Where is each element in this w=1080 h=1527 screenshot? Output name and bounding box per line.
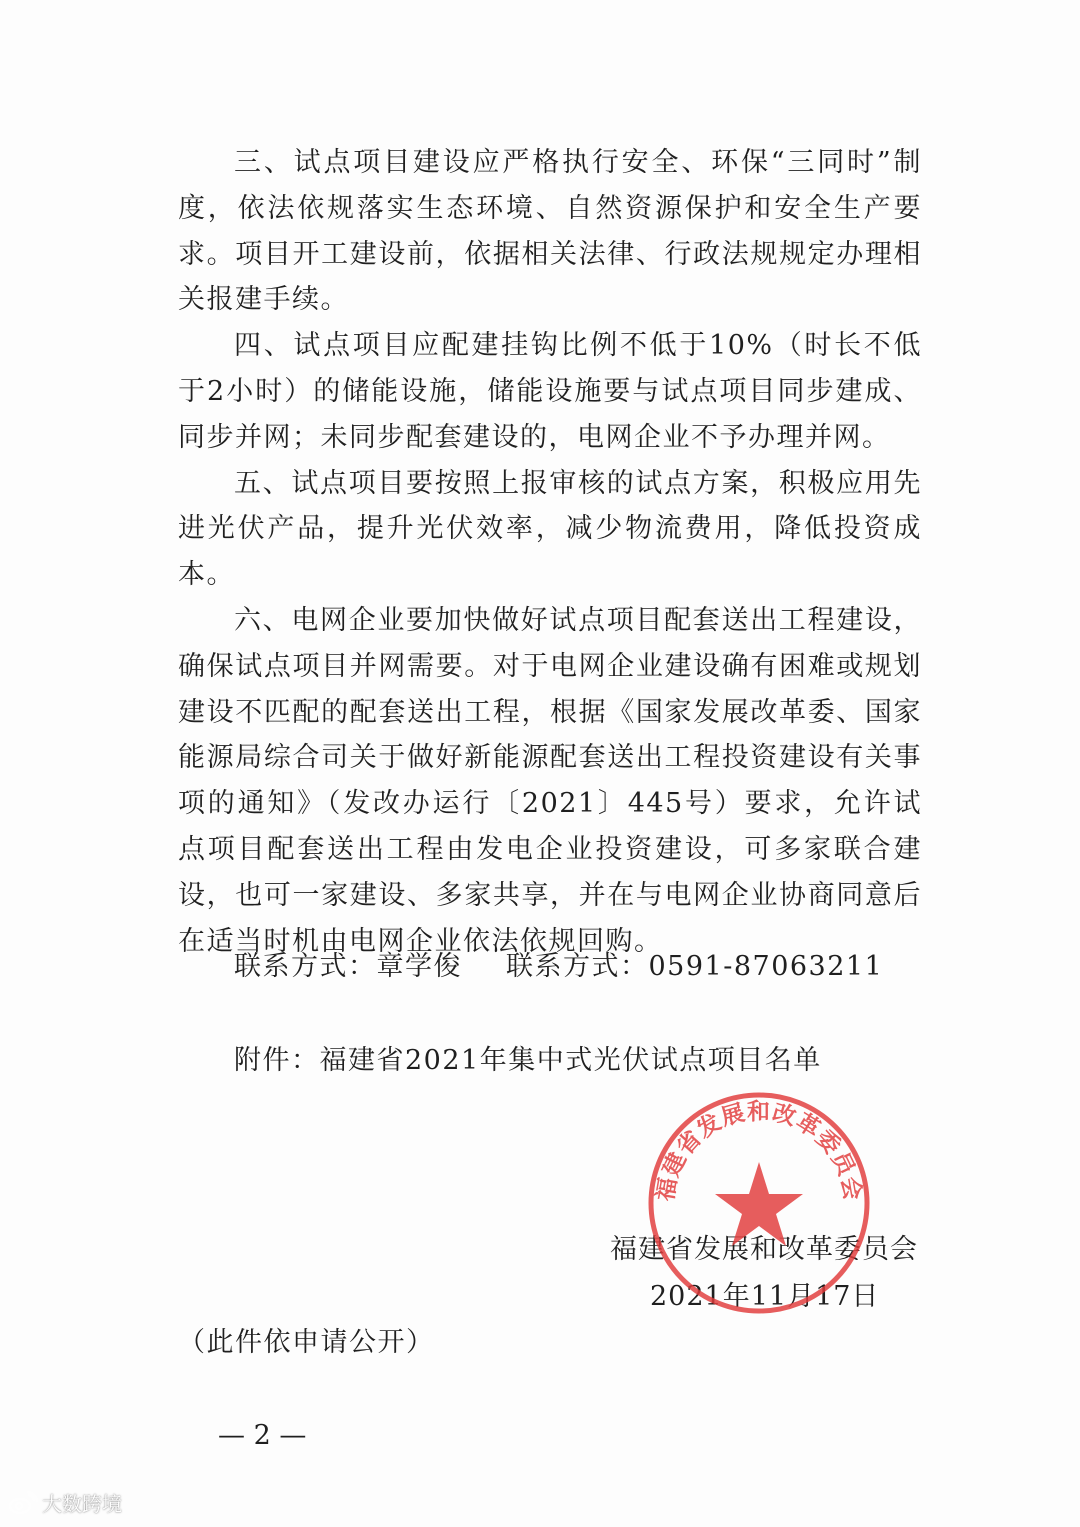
weibo-logo-icon: [8, 1491, 38, 1515]
paragraph-six: 六、电网企业要加快做好试点项目配套送出工程建设，确保试点项目并网需要。对于电网企业建设确有困难或规划建设不匹配的配套送出工程，根据《国家发展改革委、国家能源局综合司关于做好新能源配套送出工程投资建设有关事项的通知》（发改办运行〔2021〕445号）要求，允许试点项目配套送出工程由发电企业投资建设，可多家联合建设，也可一家建设、多家共享，并在与电网企业协商同意后在适当时机由电网企业依法依规回购。: [178, 604, 922, 957]
official-seal: [646, 1090, 872, 1316]
seal-text: 福建省发展和改革委员会: [651, 1097, 867, 1204]
watermark: [8, 1488, 122, 1517]
contact-phone-number: 0591-87063211: [648, 951, 884, 982]
paragraph-four: 四、试点项目应配建挂钩比例不低于10%（时长不低于2小时）的储能设施，储能设施要与试点项目同步建成、同步并网；未同步配套建设的，电网企业不予办理并网。: [178, 330, 922, 453]
contact-person-label: 联系方式：: [234, 951, 377, 982]
page-number: — 2 —: [218, 1420, 307, 1451]
contact-person-name: 章学俊: [376, 951, 462, 982]
watermark-text: 大数跨境: [42, 1492, 122, 1516]
contact-phone-label: 联系方式：: [506, 951, 649, 982]
disclosure-note: （此件依申请公开）: [178, 1327, 435, 1358]
attachment-line: 附件：福建省2021年集中式光伏试点项目名单: [234, 1045, 822, 1076]
issuer-signature: 福建省发展和改革委员会: [610, 1234, 918, 1265]
contact-line: [234, 944, 883, 983]
seal-star-icon: [715, 1162, 803, 1246]
paragraph-five: 五、试点项目要按照上报审核的试点方案，积极应用先进光伏产品，提升光伏效率，减少物流费用，降低投资成本。: [178, 467, 922, 591]
document-body: [178, 140, 922, 964]
issue-date: 2021年11月17日: [650, 1281, 880, 1312]
paragraph-three: 三、试点项目建设应严格执行安全、环保“三同时”制度，依法依规落实生态环境、自然资源保护和安全生产要求。项目开工建设前，依据相关法律、行政法规规定办理相关报建手续。: [178, 147, 922, 316]
